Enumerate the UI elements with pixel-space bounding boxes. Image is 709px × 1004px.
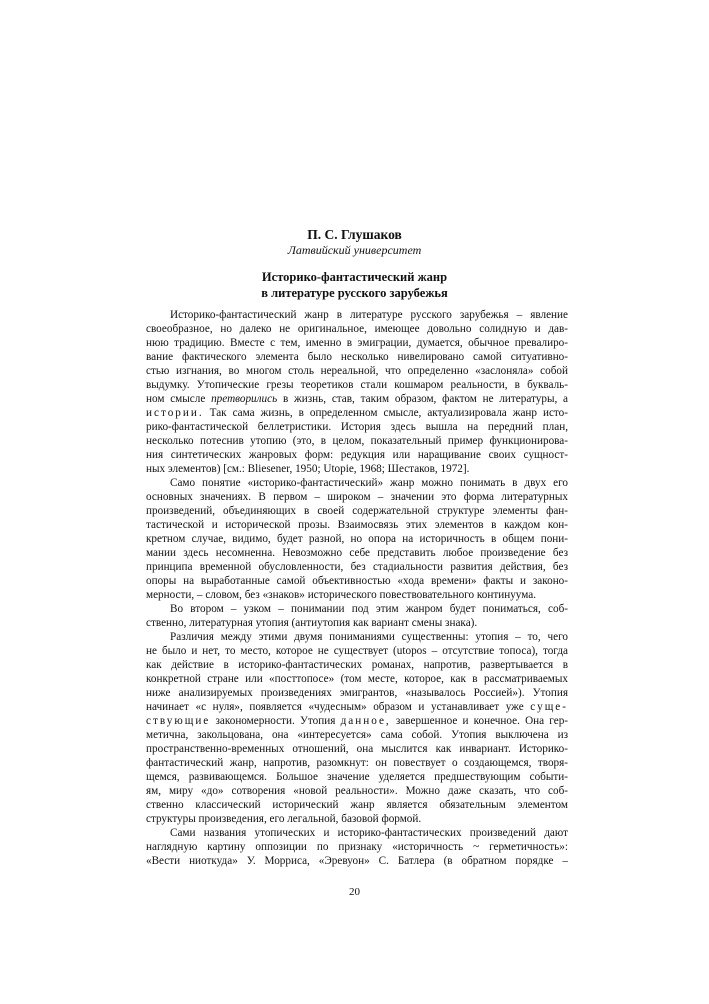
- text-line: Историко-фантастический жанр в литературе русского зарубежья – явление: [170, 309, 568, 321]
- text-line: ния синтетических жанровых форм: редукция или наращивание своих сущност-: [146, 449, 568, 461]
- text-line: не было и нет, то место, которое не существует (utopos – отсутствие топоса), тогда: [146, 645, 568, 657]
- text-line: стью изгнания, во многом столь нереальной, что определенно «заслоняла» собой: [146, 365, 568, 377]
- text-line: структуры произведения, его легальной, базовой формой.: [146, 813, 422, 825]
- text-line: основных значениях. В первом – широком – значении это форма литературных: [146, 491, 568, 503]
- paragraph-4: [146, 630, 568, 826]
- text-line: своеобразное, но далеко не оригинальное, имеющее довольно солидную и дав-: [146, 323, 568, 335]
- text-line: тастической и исторической прозы. Взаимосвязь этих элементов в каждом кон-: [146, 519, 568, 531]
- article-title: [0, 270, 709, 301]
- title-line-1: Историко-фантастический жанр: [261, 270, 448, 284]
- text-line: ям, миру «до» сотворения «новой реальности». Можно даже сказать, что соб-: [146, 785, 568, 797]
- text-line: нюю традицию. Вместе с тем, именно в эмиграции, думается, обычное превалиро-: [146, 337, 568, 349]
- text-line: вание фактического элемента было несколько нивелировано самой ситуативно-: [146, 351, 568, 363]
- spaced-emphasis: данное,: [340, 715, 391, 727]
- paragraph-2: [146, 476, 568, 602]
- spaced-emphasis: ствующие: [146, 715, 211, 727]
- text-line: ном смысле претворились в жизнь, став, таким образом, фактом не литературы, а: [146, 393, 568, 405]
- text-line: Во втором – узком – понимании под этим жанром будет пониматься, соб-: [170, 603, 568, 615]
- text-line: выдумку. Утопические грезы теоретиков стали кошмаром реальности, в букваль-: [146, 379, 568, 391]
- text-line: конкретной стране или «посттопосе» (том месте, которое, как в рассматриваемых: [146, 673, 568, 685]
- text-line: ственно классический исторический жанр является обязательным элементом: [146, 799, 568, 811]
- text-line: Сами названия утопических и историко-фантастических произведений дают: [170, 827, 568, 839]
- text-line: метична, закольцована, она «интересуется» сама собой. Утопия выключена из: [146, 729, 568, 741]
- text-line: щемся, развивающемся. Большое значение уделяется предшествующим событи-: [146, 771, 568, 783]
- spaced-emphasis: суще-: [530, 701, 568, 713]
- text-line: наглядную картину оппозиции по признаку «историчность ~ герметичность»:: [146, 841, 568, 853]
- text-line: Само понятие «историко-фантастический» жанр можно понимать в двух его: [170, 477, 568, 489]
- text-line: истории. Так сама жизнь, в определенном смысле, актуализировала жанр исто-: [146, 407, 568, 419]
- text-line: рико-фантастической беллетристики. История здесь вышла на передний план,: [146, 421, 568, 433]
- title-line-2: в литературе русского зарубежья: [261, 285, 448, 300]
- text-line: ниже анализируемых произведениях эмигрантов, «называлось Россией»). Утопия: [146, 687, 568, 699]
- text-line: ственно, литературная утопия (антиутопия как вариант смены знака).: [146, 617, 478, 629]
- paragraph-5: [146, 826, 568, 868]
- text-line: произведений, объединяющих в своей содержательной структуре элементы фан-: [146, 505, 568, 517]
- text-line: ных элементов) [см.: Bliesener, 1950; Utopie, 1968; Шестаков, 1972].: [146, 463, 470, 475]
- text-line: опоры на выработанные самой объективностью «хода времени» факты и законо-: [146, 575, 568, 587]
- paragraph-3: [146, 602, 568, 630]
- author-affiliation: Латвийский университет: [287, 243, 422, 257]
- text-line: мерности, – словом, без «знаков» исторического повествовательного континуума.: [146, 589, 536, 601]
- text-line: фантастический жанр, напротив, разомкнут: он повествует о создающемся, творя-: [146, 757, 568, 769]
- text-line: начинает «с нуля», появляется «чудесным» образом и устанавливает уже суще-: [146, 701, 568, 713]
- text-line: как действие в историко-фантастических романах, напротив, развертывается в: [146, 659, 568, 671]
- spaced-emphasis: истории.: [146, 407, 204, 419]
- text-line: ствующие закономерности. Утопия данное, завершенное и конечное. Она гер-: [146, 715, 569, 727]
- text-line: пространственно-временных отношений, она мыслится как инвариант. Историко-: [146, 743, 568, 755]
- author-name: П. С. Глушаков: [307, 227, 402, 242]
- text-line: мании здесь несомненна. Невозможно себе представить любое произведение без: [146, 547, 568, 559]
- text-line: принципа временной обусловленности, без стадиальности развития действия, без: [146, 561, 568, 573]
- article-body: [146, 308, 568, 868]
- text-line: «Вести ниоткуда» У. Морриса, «Эревуон» С. Батлера (в обратном порядке –: [146, 855, 568, 867]
- text-line: кретном случае, видимо, будет разной, но опора на историчность в общем пони-: [146, 533, 568, 545]
- paragraph-1: [146, 308, 568, 476]
- page-number: 20: [349, 886, 360, 898]
- text-line: Различия между этими двумя пониманиями существенны: утопия – то, чего: [170, 631, 568, 643]
- text-line: несколько потеснив утопию (это, в целом, показательный пример функционирова-: [146, 435, 568, 447]
- italic-emphasis: претворились: [211, 393, 278, 405]
